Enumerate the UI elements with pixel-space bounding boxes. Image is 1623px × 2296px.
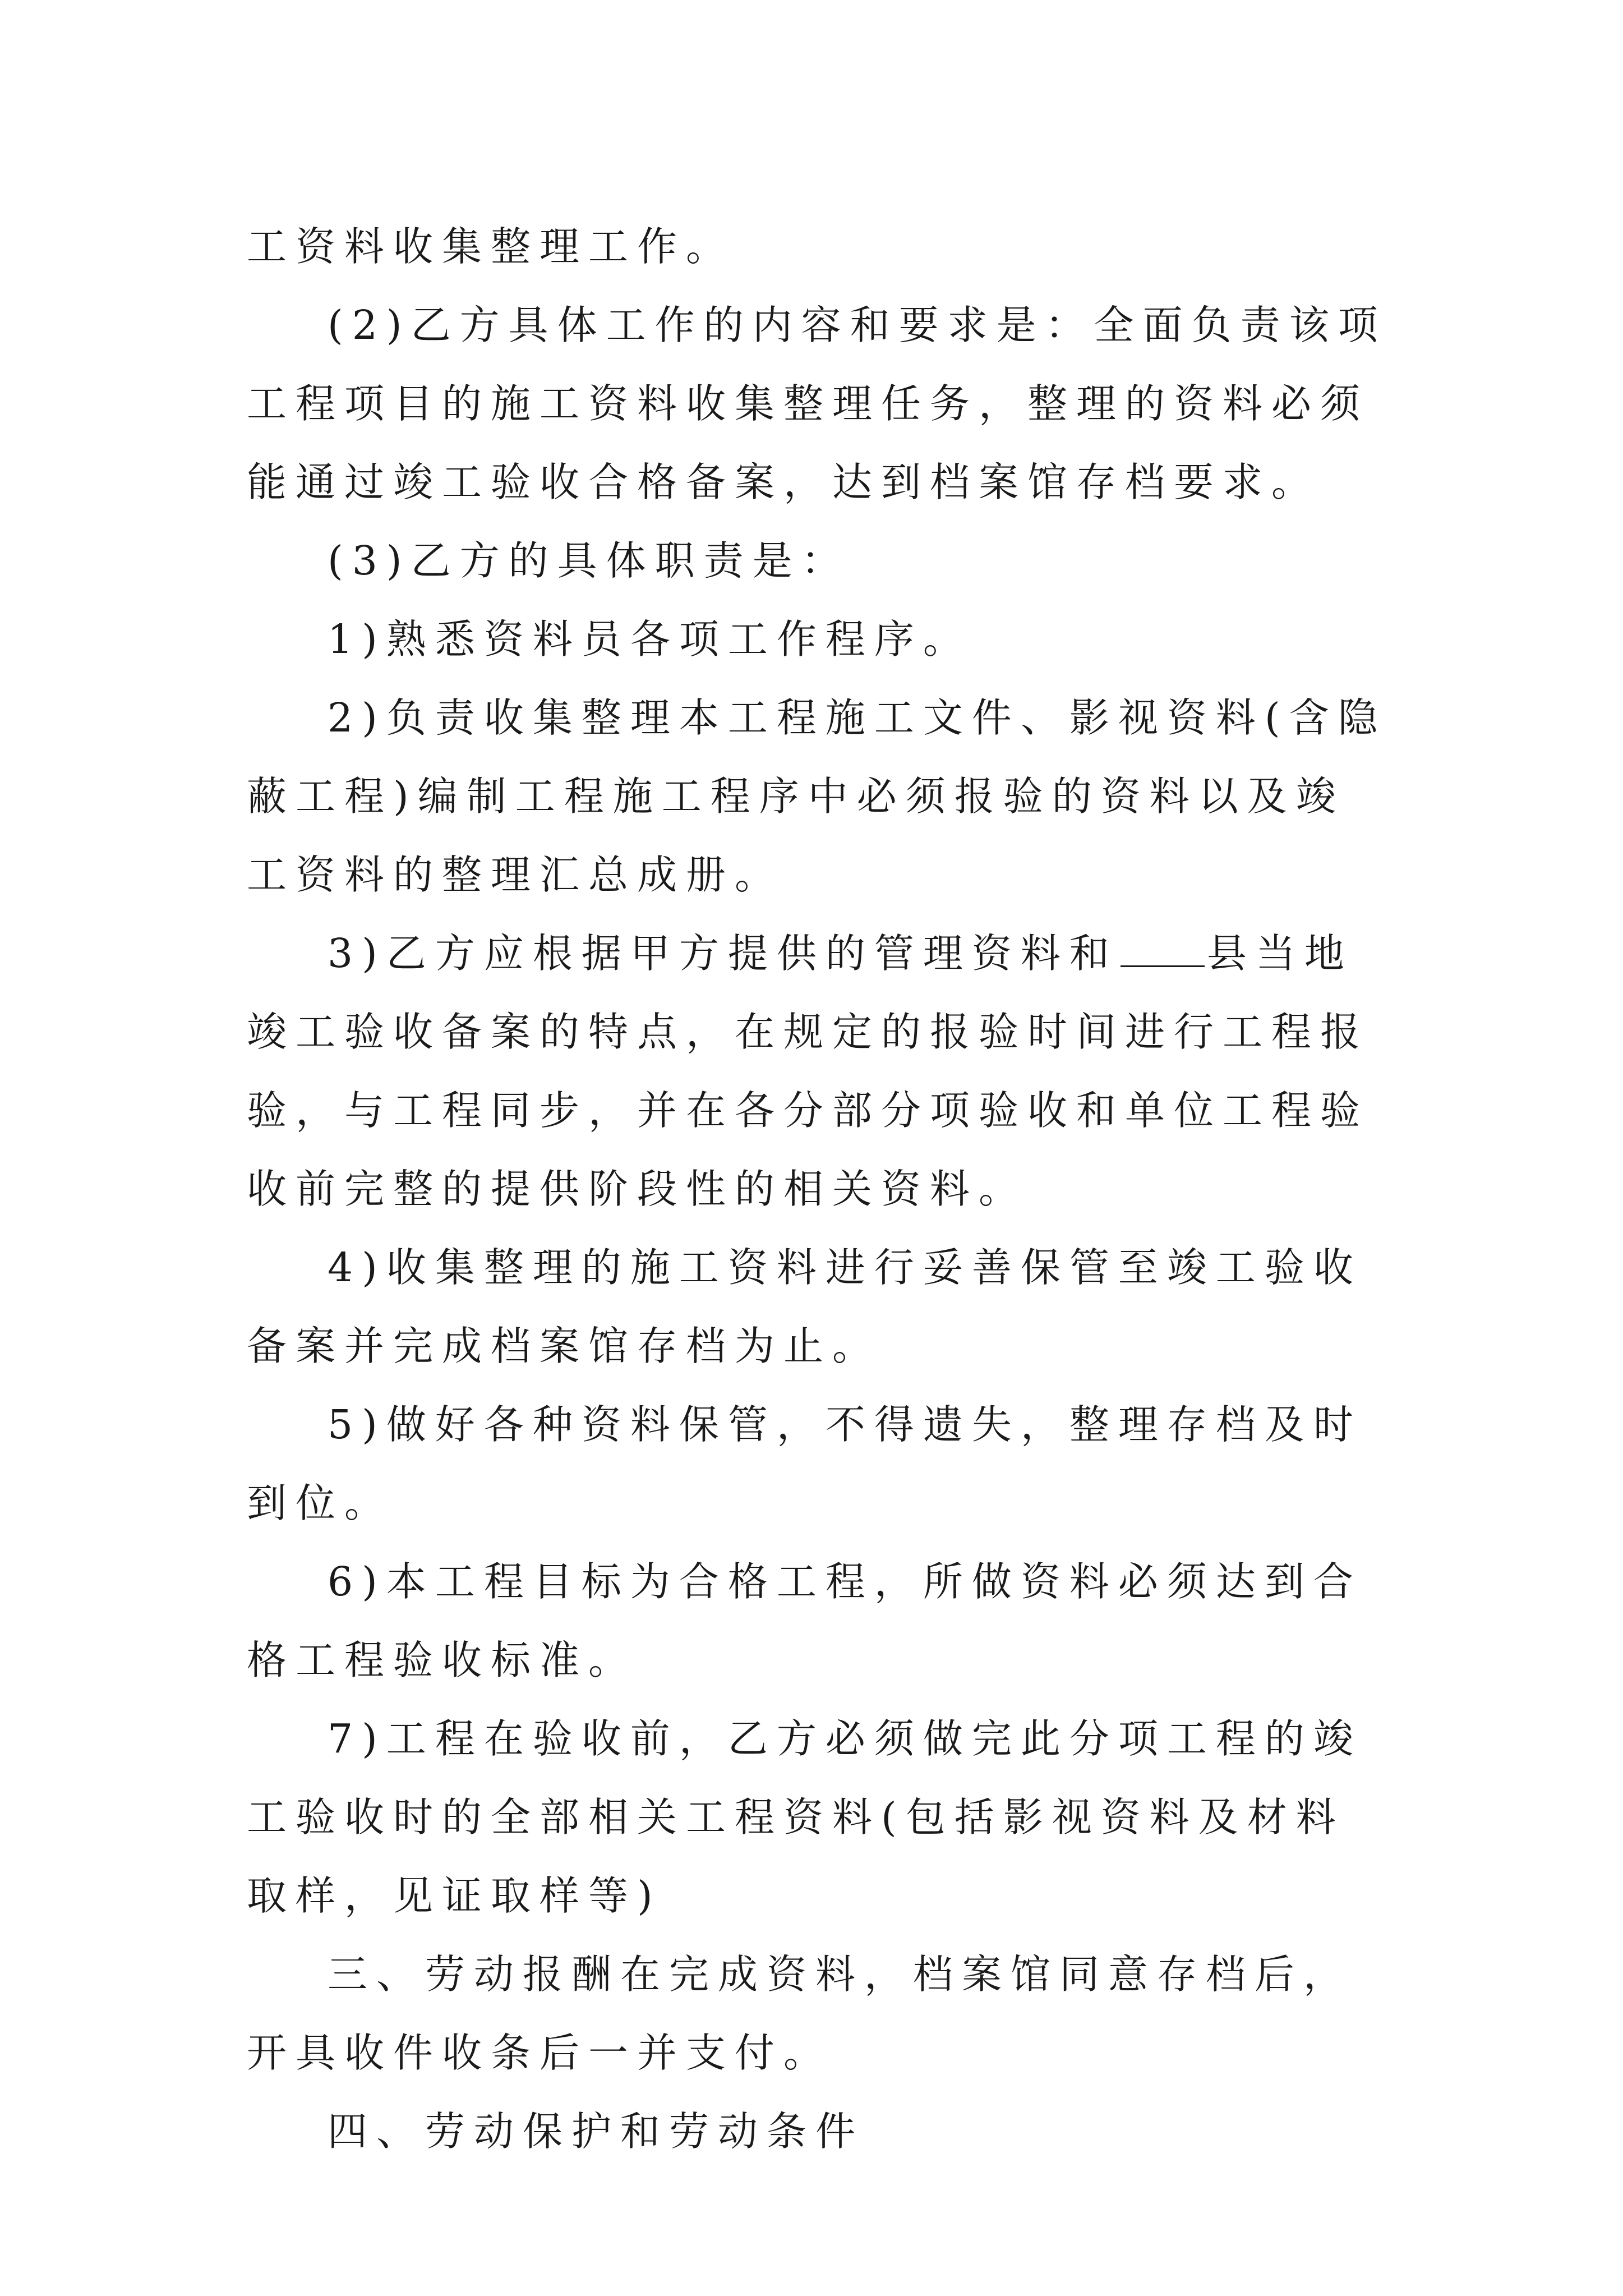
paragraph-item-2: (2)乙方具体工作的内容和要求是：全面负责该项工程项目的施工资料收集整理任务，整理的资料必须能通过竣工验收合格备案，达到档案馆存档要求。	[247, 302, 1387, 505]
section-3-remuneration: 三、劳动报酬在完成资料，档案馆同意存档后，开具收件收条后一并支付。	[247, 1951, 1353, 2076]
duty-3-part-2: 县当地竣工验收备案的特点，在规定的报验时间进行工程报验，与工程同步，并在各分部分项验收和单位工程验收前完整的提供阶段性的相关资料。	[247, 930, 1370, 1212]
duty-7: 7)工程在验收前，乙方必须做完此分项工程的竣工验收时的全部相关工程资料(包括影视资料及材料取样，见证取样等)	[247, 1715, 1362, 1919]
section-4-heading: 四、劳动保护和劳动条件	[328, 2108, 865, 2155]
duty-3-part-1: 3)乙方应根据甲方提供的管理资料和	[328, 930, 1118, 977]
duty-3	[247, 914, 1391, 1228]
duty-1: 1)熟悉资料员各项工作程序。	[328, 616, 972, 662]
duty-5: 5)做好各种资料保管，不得遗失，整理存档及时到位。	[247, 1401, 1362, 1526]
county-blank-field[interactable]	[1121, 932, 1205, 967]
duty-6: 6)本工程目标为合格工程，所做资料必须达到合格工程验收标准。	[247, 1558, 1362, 1683]
duty-4: 4)收集整理的施工资料进行妥善保管至竣工验收备案并完成档案馆存档为止。	[247, 1244, 1362, 1369]
paragraph-continuation: 工资料收集整理工作。	[247, 223, 735, 270]
document-body	[247, 208, 1391, 2171]
paragraph-item-3: (3)乙方的具体职责是：	[328, 537, 850, 584]
duty-2: 2)负责收集整理本工程施工文件、影视资料(含隐蔽工程)编制工程施工程序中必须报验的资料以及竣工资料的整理汇总成册。	[247, 694, 1387, 898]
